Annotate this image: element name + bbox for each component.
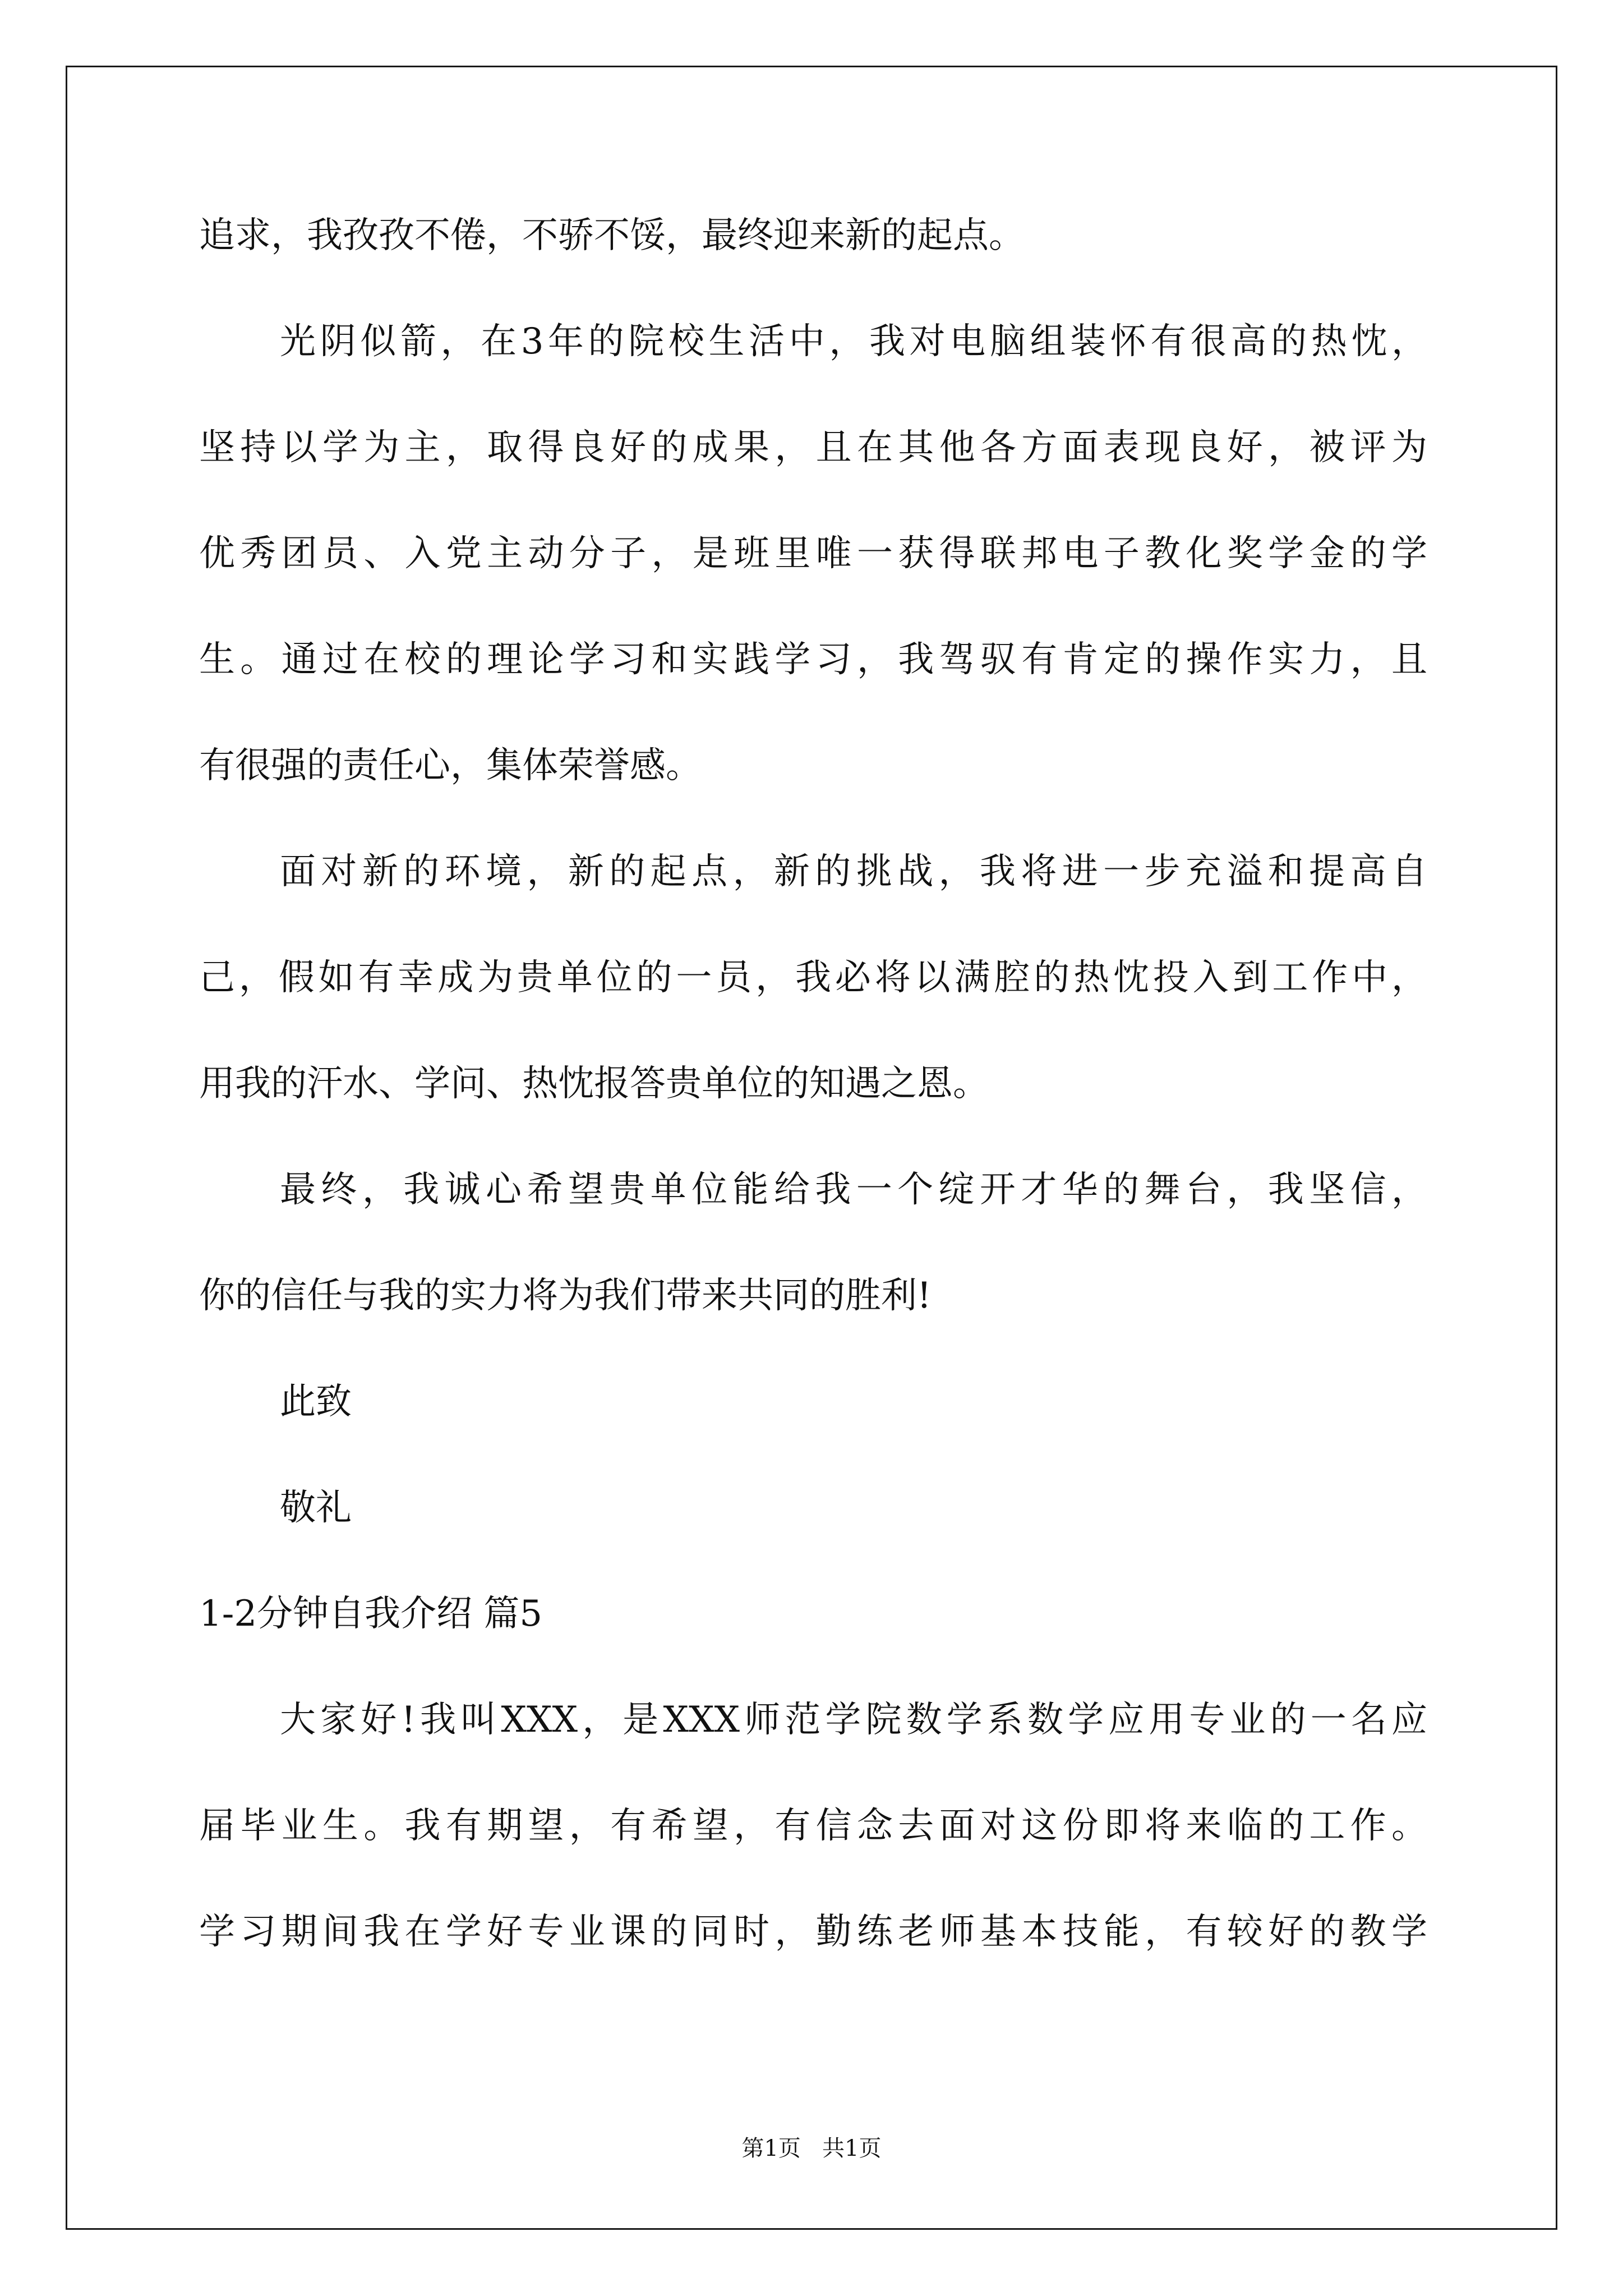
text-line: 届毕业生。我有期望，有希望，有信念去面对这份即将来临的工作。	[199, 1805, 1427, 1847]
text-line: 学习期间我在学好专业课的同时，勤练老师基本技能，有较好的教学	[199, 1911, 1427, 1953]
text-line: 大家好!我叫XXX，是XXX师范学院数学系数学应用专业的一名应	[280, 1699, 1427, 1741]
text-line: 面对新的环境，新的起点，新的挑战，我将进一步充溢和提高自	[280, 851, 1427, 892]
page-border	[66, 66, 1557, 2230]
page-number: 第1页 共1页	[741, 2136, 882, 2161]
page-footer	[0, 2132, 1623, 2165]
text-line: 坚持以学为主，取得良好的成果，且在其他各方面表现良好，被评为	[199, 427, 1427, 468]
section-heading: 1-2分钟自我介绍 篇5	[199, 1593, 543, 1635]
text-line: 生。通过在校的理论学习和实践学习，我驾驭有肯定的操作实力，且	[199, 639, 1427, 680]
text-line: 你的信任与我的实力将为我们带来共同的胜利!	[199, 1275, 932, 1317]
text-line: 优秀团员、入党主动分子，是班里唯一获得联邦电子教化奖学金的学	[199, 533, 1427, 574]
text-line: 用我的汗水、学问、热忱报答贵单位的知遇之恩。	[199, 1063, 989, 1105]
salutation: 此致	[280, 1381, 352, 1423]
text-line: 最终，我诚心希望贵单位能给我一个绽开才华的舞台，我坚信，	[280, 1169, 1427, 1211]
text-line: 光阴似箭，在3年的院校生活中，我对电脑组装怀有很高的热忱，	[280, 321, 1427, 362]
text-line: 有很强的责任心，集体荣誉感。	[199, 745, 702, 786]
text-line: 追求，我孜孜不倦，不骄不馁，最终迎来新的起点。	[199, 215, 1025, 256]
text-line: 己，假如有幸成为贵单位的一员，我必将以满腔的热忱投入到工作中，	[199, 957, 1427, 999]
closing: 敬礼	[280, 1487, 352, 1529]
